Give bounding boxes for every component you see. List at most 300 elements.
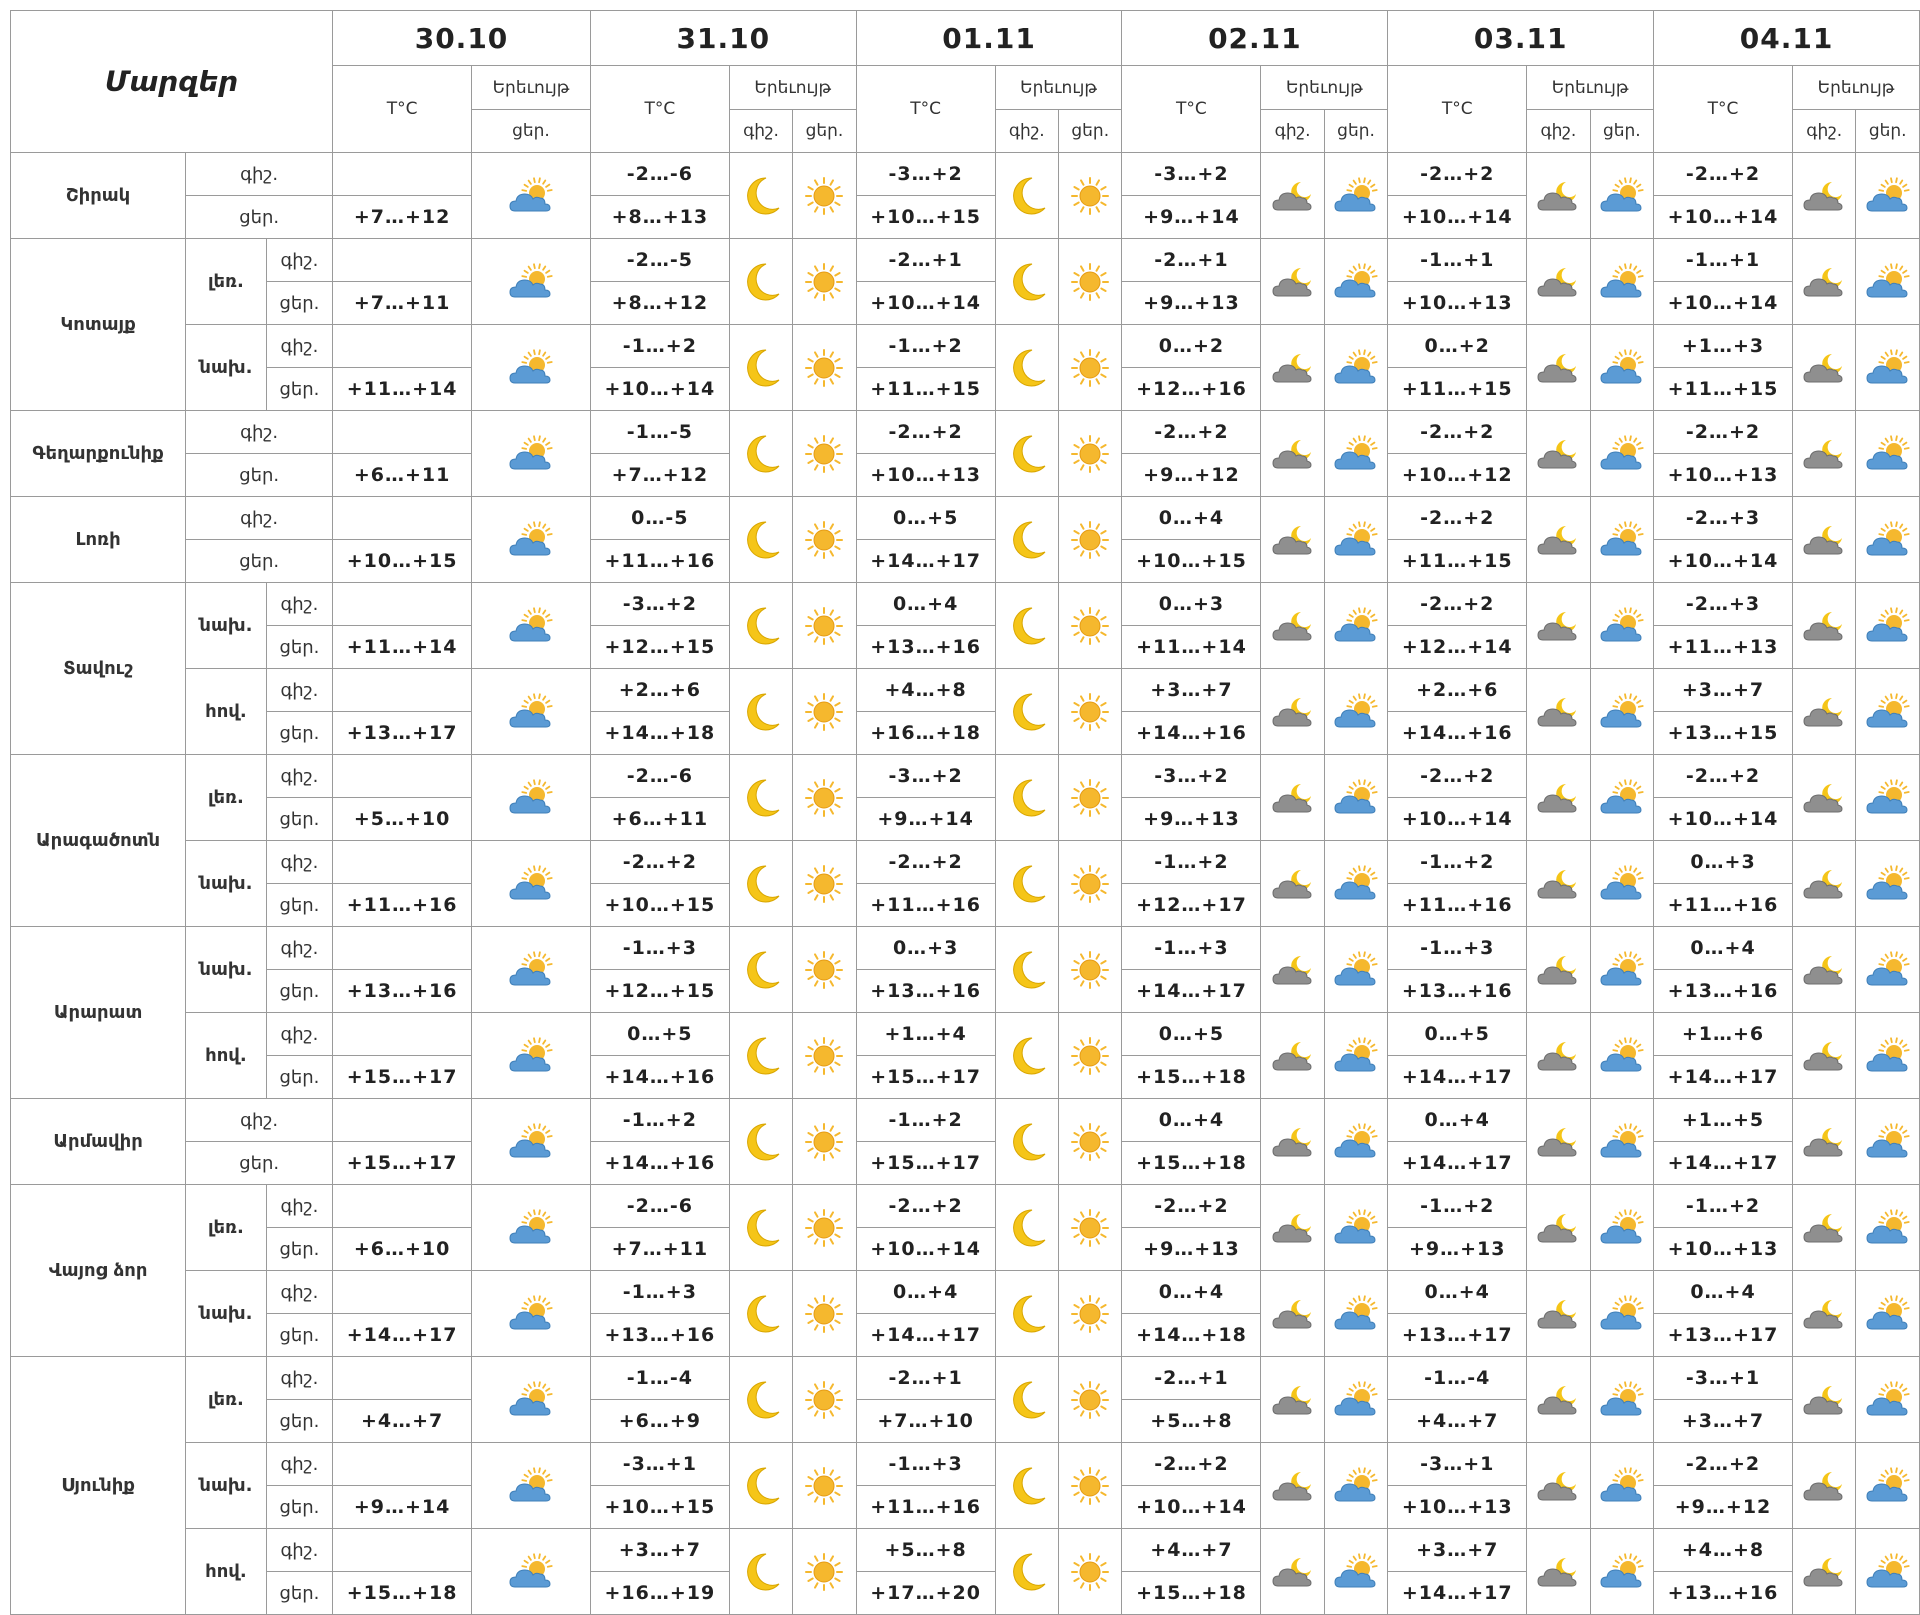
cloud-moon-cell (1261, 1443, 1324, 1529)
day-header: ցեր. (472, 110, 591, 153)
partly-cloudy-day-icon (1598, 262, 1646, 302)
moon-icon (739, 862, 783, 906)
sun-cell (793, 325, 856, 411)
moon-icon (739, 1292, 783, 1336)
partly-cloudy-day-icon (1332, 1466, 1380, 1506)
night-temp: -2…+1 (1122, 1357, 1261, 1400)
night-temp: -1…+1 (1388, 239, 1527, 282)
partly-cloudy-day-cell (1856, 1185, 1920, 1271)
cloud-moon-cell (1261, 1099, 1324, 1185)
night-temp: -1…+2 (590, 325, 729, 368)
cloud-moon-cell (1527, 1529, 1590, 1615)
night-label: գիշ. (266, 755, 332, 798)
day-temp: +11…+15 (1388, 368, 1527, 411)
day-temp: +14…+17 (1654, 1142, 1793, 1185)
partly-cloudy-day-icon (1332, 520, 1380, 560)
zone-label: հով. (186, 1013, 267, 1099)
sun-icon (804, 1294, 844, 1334)
day-temp: +11…+16 (1388, 884, 1527, 927)
region-name: Լոռի (11, 497, 186, 583)
moon-icon (739, 1034, 783, 1078)
day-temp: +10…+13 (1654, 1228, 1793, 1271)
cloud-moon-icon (1536, 778, 1580, 818)
moon-cell (995, 325, 1058, 411)
partly-cloudy-day-cell (472, 411, 591, 497)
cloud-moon-icon (1271, 950, 1315, 990)
zone-label: նախ. (186, 325, 267, 411)
day-label: ցեր. (266, 282, 332, 325)
day-temp: +11…+15 (1388, 540, 1527, 583)
cloud-moon-icon (1536, 1466, 1580, 1506)
day-temp: +6…+11 (333, 454, 472, 497)
cloud-moon-cell (1792, 239, 1855, 325)
sun-icon (1070, 1466, 1110, 1506)
night-temp: 0…+4 (1122, 1271, 1261, 1314)
cloud-moon-icon (1271, 692, 1315, 732)
partly-cloudy-day-icon (1332, 950, 1380, 990)
partly-cloudy-day-icon (1332, 606, 1380, 646)
day-label: ցեր. (186, 454, 333, 497)
zone-label: հով. (186, 669, 267, 755)
night-temp: -1…+3 (1122, 927, 1261, 970)
night-temp: 0…-5 (590, 497, 729, 540)
night-temp: -3…+1 (1654, 1357, 1793, 1400)
night-header: գիշ. (1527, 110, 1590, 153)
date-header: 04.11 (1654, 11, 1920, 66)
day-temp: +15…+18 (1122, 1142, 1261, 1185)
partly-cloudy-day-cell (472, 1099, 591, 1185)
partly-cloudy-day-icon (507, 864, 555, 904)
day-temp: +11…+13 (1654, 626, 1793, 669)
cloud-moon-icon (1802, 1380, 1846, 1420)
sun-icon (1070, 176, 1110, 216)
night-label: գիշ. (266, 583, 332, 626)
night-temp: 0…+2 (1122, 325, 1261, 368)
cloud-moon-cell (1792, 1357, 1855, 1443)
night-temp: +3…+7 (1388, 1529, 1527, 1572)
day-temp: +11…+16 (856, 884, 995, 927)
day-temp: +14…+16 (590, 1056, 729, 1099)
partly-cloudy-day-icon (1598, 950, 1646, 990)
phenomenon-header: Երեւույթ (729, 66, 856, 110)
sun-icon (804, 348, 844, 388)
cloud-moon-icon (1536, 950, 1580, 990)
cloud-moon-cell (1527, 411, 1590, 497)
partly-cloudy-day-icon (1332, 1552, 1380, 1592)
date-header: 02.11 (1122, 11, 1388, 66)
phenomenon-header: Երեւույթ (1261, 66, 1388, 110)
sun-cell (793, 669, 856, 755)
day-temp: +14…+16 (590, 1142, 729, 1185)
cloud-moon-icon (1802, 692, 1846, 732)
night-temp: -1…-4 (590, 1357, 729, 1400)
partly-cloudy-day-cell (1856, 669, 1920, 755)
sun-cell (1059, 239, 1122, 325)
night-temp: -3…+2 (856, 755, 995, 798)
day-temp: +10…+14 (1654, 196, 1793, 239)
day-temp: +14…+16 (1122, 712, 1261, 755)
partly-cloudy-day-icon (1598, 864, 1646, 904)
night-temp (333, 755, 472, 798)
day-temp: +15…+17 (333, 1142, 472, 1185)
cloud-moon-icon (1802, 1294, 1846, 1334)
cloud-moon-icon (1271, 262, 1315, 302)
partly-cloudy-day-cell (1324, 1443, 1387, 1529)
sun-icon (804, 692, 844, 732)
night-temp: -2…+1 (856, 239, 995, 282)
partly-cloudy-day-icon (1864, 1208, 1912, 1248)
partly-cloudy-day-cell (1856, 497, 1920, 583)
day-temp: +12…+15 (590, 970, 729, 1013)
zone-label: լեռ. (186, 239, 267, 325)
moon-icon (1005, 260, 1049, 304)
cloud-moon-icon (1271, 176, 1315, 216)
day-temp: +11…+16 (590, 540, 729, 583)
day-temp: +14…+17 (856, 1314, 995, 1357)
night-temp: +1…+3 (1654, 325, 1793, 368)
day-temp: +14…+16 (1388, 712, 1527, 755)
night-temp (333, 1185, 472, 1228)
night-label: գիշ. (186, 153, 333, 196)
sun-cell (793, 1271, 856, 1357)
day-temp: +10…+13 (1654, 454, 1793, 497)
day-temp: +14…+17 (1388, 1142, 1527, 1185)
night-temp (333, 1529, 472, 1572)
zone-label: նախ. (186, 927, 267, 1013)
cloud-moon-icon (1536, 262, 1580, 302)
partly-cloudy-day-icon (1864, 1036, 1912, 1076)
cloud-moon-cell (1792, 1443, 1855, 1529)
night-temp: -1…+3 (590, 1271, 729, 1314)
cloud-moon-icon (1271, 1294, 1315, 1334)
moon-cell (729, 153, 792, 239)
partly-cloudy-day-icon (1864, 1294, 1912, 1334)
moon-icon (739, 346, 783, 390)
partly-cloudy-day-cell (1856, 1357, 1920, 1443)
moon-icon (1005, 174, 1049, 218)
sun-icon (804, 520, 844, 560)
night-temp: -2…+2 (1654, 153, 1793, 196)
date-header: 30.10 (333, 11, 591, 66)
cloud-moon-icon (1802, 778, 1846, 818)
cloud-moon-icon (1802, 1208, 1846, 1248)
partly-cloudy-day-icon (1864, 1552, 1912, 1592)
night-temp: -2…+3 (1654, 583, 1793, 626)
day-label: ցեր. (266, 1314, 332, 1357)
day-temp: +10…+14 (590, 368, 729, 411)
day-header: ցեր. (1856, 110, 1920, 153)
night-temp: -2…+2 (1122, 1185, 1261, 1228)
sun-cell (793, 497, 856, 583)
partly-cloudy-day-cell (1856, 583, 1920, 669)
partly-cloudy-day-icon (1332, 778, 1380, 818)
day-temp: +11…+14 (333, 626, 472, 669)
night-temp: -3…+2 (856, 153, 995, 196)
moon-icon (739, 1378, 783, 1422)
moon-cell (729, 497, 792, 583)
night-temp: 0…+4 (1654, 927, 1793, 970)
day-temp: +13…+15 (1654, 712, 1793, 755)
night-temp: -1…+1 (1654, 239, 1793, 282)
cloud-moon-cell (1792, 1529, 1855, 1615)
cloud-moon-icon (1271, 778, 1315, 818)
cloud-moon-icon (1802, 606, 1846, 646)
day-temp: +11…+16 (856, 1486, 995, 1529)
night-temp: -2…+3 (1654, 497, 1793, 540)
night-temp: -1…+2 (1388, 1185, 1527, 1228)
cloud-moon-cell (1527, 153, 1590, 239)
night-label: գիշ. (186, 1099, 333, 1142)
night-temp: -2…+2 (1388, 755, 1527, 798)
day-temp: +13…+16 (856, 626, 995, 669)
moon-cell (729, 411, 792, 497)
day-temp: +10…+15 (856, 196, 995, 239)
moon-cell (995, 583, 1058, 669)
cloud-moon-cell (1527, 1443, 1590, 1529)
moon-cell (995, 497, 1058, 583)
region-name: Գեղարքունիք (11, 411, 186, 497)
cloud-moon-icon (1536, 1122, 1580, 1162)
day-temp: +9…+13 (1122, 1228, 1261, 1271)
date-header: 03.11 (1388, 11, 1654, 66)
partly-cloudy-day-icon (1332, 692, 1380, 732)
night-temp: +4…+8 (856, 669, 995, 712)
sun-cell (1059, 669, 1122, 755)
moon-cell (995, 755, 1058, 841)
date-header: 01.11 (856, 11, 1122, 66)
sun-cell (1059, 153, 1122, 239)
temp-header: T°C (856, 66, 995, 153)
sun-cell (1059, 583, 1122, 669)
moon-cell (729, 325, 792, 411)
partly-cloudy-day-cell (1590, 669, 1653, 755)
night-temp (333, 411, 472, 454)
night-temp: 0…+4 (856, 1271, 995, 1314)
partly-cloudy-day-icon (1332, 864, 1380, 904)
day-label: ցեր. (186, 196, 333, 239)
partly-cloudy-day-cell (1324, 669, 1387, 755)
night-temp: -1…+2 (856, 325, 995, 368)
day-temp: +14…+17 (1388, 1056, 1527, 1099)
day-temp: +9…+13 (1122, 798, 1261, 841)
sun-icon (1070, 348, 1110, 388)
moon-icon (1005, 1550, 1049, 1594)
cloud-moon-cell (1261, 755, 1324, 841)
partly-cloudy-day-cell (1856, 153, 1920, 239)
cloud-moon-icon (1536, 1380, 1580, 1420)
sun-cell (1059, 497, 1122, 583)
night-temp: 0…+5 (1122, 1013, 1261, 1056)
sun-icon (804, 262, 844, 302)
night-row (11, 1185, 1920, 1228)
moon-cell (729, 1099, 792, 1185)
sun-cell (793, 927, 856, 1013)
moon-cell (995, 1529, 1058, 1615)
cloud-moon-cell (1527, 325, 1590, 411)
day-temp: +13…+17 (1388, 1314, 1527, 1357)
night-label: գիշ. (266, 1013, 332, 1056)
moon-icon (739, 1464, 783, 1508)
sun-cell (793, 583, 856, 669)
sun-icon (804, 864, 844, 904)
night-label: գիշ. (266, 239, 332, 282)
sun-cell (793, 1013, 856, 1099)
partly-cloudy-day-cell (1590, 927, 1653, 1013)
sun-icon (804, 1208, 844, 1248)
night-header: գիշ. (729, 110, 792, 153)
night-temp: -2…+2 (1654, 1443, 1793, 1486)
sun-cell (793, 411, 856, 497)
partly-cloudy-day-cell (1856, 1013, 1920, 1099)
cloud-moon-cell (1527, 1185, 1590, 1271)
partly-cloudy-day-cell (1324, 1013, 1387, 1099)
partly-cloudy-day-cell (472, 841, 591, 927)
night-temp: -2…+2 (1654, 411, 1793, 454)
sun-cell (793, 1185, 856, 1271)
night-temp: 0…+3 (1654, 841, 1793, 884)
cloud-moon-cell (1261, 1271, 1324, 1357)
partly-cloudy-day-icon (1332, 1294, 1380, 1334)
night-temp: -2…+1 (1122, 239, 1261, 282)
partly-cloudy-day-cell (1324, 755, 1387, 841)
night-temp: 0…+2 (1388, 325, 1527, 368)
cloud-moon-cell (1261, 497, 1324, 583)
partly-cloudy-day-cell (1324, 583, 1387, 669)
partly-cloudy-day-cell (472, 755, 591, 841)
sun-icon (1070, 606, 1110, 646)
day-temp: +10…+13 (1388, 1486, 1527, 1529)
partly-cloudy-day-icon (507, 262, 555, 302)
sun-cell (1059, 1529, 1122, 1615)
region-name: Կոտայք (11, 239, 186, 411)
sun-icon (1070, 1208, 1110, 1248)
day-temp: +10…+15 (590, 884, 729, 927)
sun-cell (1059, 1099, 1122, 1185)
day-temp: +10…+14 (1654, 540, 1793, 583)
sun-icon (1070, 520, 1110, 560)
night-temp: +1…+5 (1654, 1099, 1793, 1142)
night-row (11, 755, 1920, 798)
phenomenon-header: Երեւույթ (1792, 66, 1919, 110)
moon-icon (739, 1206, 783, 1250)
moon-cell (729, 1357, 792, 1443)
moon-cell (729, 239, 792, 325)
partly-cloudy-day-icon (1332, 176, 1380, 216)
partly-cloudy-day-cell (1590, 841, 1653, 927)
night-row (11, 411, 1920, 454)
sun-icon (804, 606, 844, 646)
day-label: ցեր. (266, 626, 332, 669)
sun-icon (804, 434, 844, 474)
temp-header: T°C (1388, 66, 1527, 153)
moon-cell (995, 411, 1058, 497)
partly-cloudy-day-cell (472, 1357, 591, 1443)
night-label: գիշ. (186, 497, 333, 540)
day-temp: +15…+17 (856, 1056, 995, 1099)
night-temp: -1…+3 (1388, 927, 1527, 970)
day-temp: +4…+7 (333, 1400, 472, 1443)
region-name: Շիրակ (11, 153, 186, 239)
partly-cloudy-day-cell (1856, 841, 1920, 927)
partly-cloudy-day-icon (1598, 1294, 1646, 1334)
night-temp (333, 1271, 472, 1314)
day-temp: +7…+11 (333, 282, 472, 325)
night-temp (333, 153, 472, 196)
partly-cloudy-day-cell (1324, 1357, 1387, 1443)
partly-cloudy-day-cell (1856, 927, 1920, 1013)
night-temp: 0…+3 (1122, 583, 1261, 626)
sun-cell (1059, 755, 1122, 841)
moon-cell (729, 1443, 792, 1529)
zone-label: լեռ. (186, 1357, 267, 1443)
partly-cloudy-day-cell (1590, 1099, 1653, 1185)
day-label: ցեր. (266, 798, 332, 841)
cloud-moon-cell (1792, 1185, 1855, 1271)
partly-cloudy-day-cell (1324, 239, 1387, 325)
day-temp: +8…+12 (590, 282, 729, 325)
partly-cloudy-day-icon (507, 606, 555, 646)
cloud-moon-cell (1792, 583, 1855, 669)
cloud-moon-icon (1536, 692, 1580, 732)
moon-cell (995, 1357, 1058, 1443)
day-temp: +7…+10 (856, 1400, 995, 1443)
day-temp: +7…+11 (590, 1228, 729, 1271)
day-temp: +10…+15 (590, 1486, 729, 1529)
day-temp: +13…+16 (590, 1314, 729, 1357)
day-temp: +4…+7 (1388, 1400, 1527, 1443)
zone-label: հով. (186, 1529, 267, 1615)
cloud-moon-cell (1792, 755, 1855, 841)
night-temp: -2…+2 (590, 841, 729, 884)
day-temp: +10…+14 (1388, 798, 1527, 841)
moon-cell (729, 1013, 792, 1099)
partly-cloudy-day-icon (507, 1466, 555, 1506)
sun-cell (793, 1529, 856, 1615)
night-temp: +2…+6 (1388, 669, 1527, 712)
day-temp: +9…+14 (856, 798, 995, 841)
day-label: ցեր. (266, 368, 332, 411)
partly-cloudy-day-icon (507, 520, 555, 560)
cloud-moon-icon (1802, 176, 1846, 216)
cloud-moon-cell (1792, 927, 1855, 1013)
night-row (11, 1013, 1920, 1056)
night-temp: 0…+4 (1388, 1271, 1527, 1314)
partly-cloudy-day-cell (1324, 927, 1387, 1013)
night-row (11, 1357, 1920, 1400)
partly-cloudy-day-icon (1598, 606, 1646, 646)
day-temp: +14…+17 (856, 540, 995, 583)
night-row (11, 497, 1920, 540)
partly-cloudy-day-cell (1856, 755, 1920, 841)
night-temp: -3…+1 (590, 1443, 729, 1486)
day-temp: +11…+16 (1654, 884, 1793, 927)
cloud-moon-cell (1261, 239, 1324, 325)
region-name: Արարատ (11, 927, 186, 1099)
cloud-moon-icon (1271, 864, 1315, 904)
night-temp (333, 927, 472, 970)
cloud-moon-icon (1536, 864, 1580, 904)
moon-cell (995, 1271, 1058, 1357)
partly-cloudy-day-icon (507, 434, 555, 474)
cloud-moon-icon (1271, 1380, 1315, 1420)
day-temp: +14…+18 (590, 712, 729, 755)
partly-cloudy-day-icon (1332, 348, 1380, 388)
temp-header: T°C (1654, 66, 1793, 153)
night-temp (333, 497, 472, 540)
night-temp (333, 1013, 472, 1056)
moon-icon (1005, 346, 1049, 390)
sun-icon (1070, 1552, 1110, 1592)
